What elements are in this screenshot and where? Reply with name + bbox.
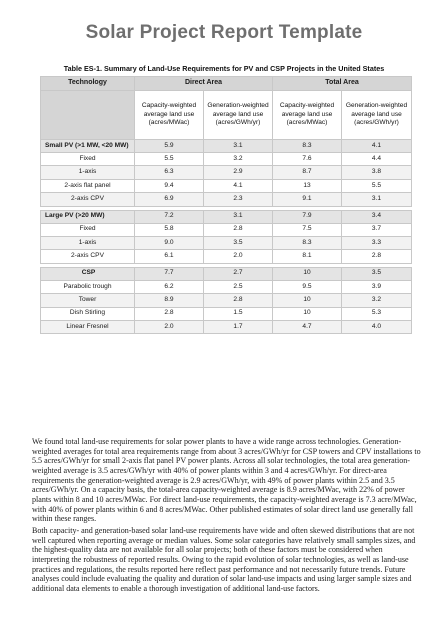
row-label: 2-axis CPV	[41, 250, 135, 263]
cell-value: 4.1	[342, 140, 412, 153]
table-caption: Table ES-1. Summary of Land-Use Requirements for PV and CSP Projects in the United States	[63, 64, 385, 73]
cell-value: 3.2	[204, 153, 273, 166]
cell-value: 5.8	[135, 223, 204, 236]
table-row	[41, 223, 412, 236]
cell-value: 6.2	[135, 280, 204, 293]
cell-value: 8.1	[273, 250, 342, 263]
cell-value: 4.0	[342, 320, 412, 333]
cell-value: 9.1	[273, 193, 342, 206]
table-row	[41, 193, 412, 206]
cell-value: 10	[273, 267, 342, 280]
table-row	[41, 320, 412, 333]
cell-value: 8.7	[273, 166, 342, 179]
header-direct-generation: Generation-weighted average land use (acres/GWh/yr)	[204, 91, 273, 140]
row-label: Dish Stirling	[41, 307, 135, 320]
cell-value: 7.7	[135, 267, 204, 280]
table-row	[41, 153, 412, 166]
body-paragraph: We found total land-use requirements for solar power plants to have a wide range across technologies. Generation-weighted averages for total area requirements range from about 3 acres/GWh/yr for CSP towers and CPV installations to 5.5 acres/GWh/yr for small 2-axis flat panel PV power plants. Across all solar technologies, the total area generation-weighted average is 3.5 acres/GWh/yr with 40% of power plants within 3 and 4 acres/GWh/yr. For direct-area requirements the generation-weighted average is 2.9 acres/GWh/yr, with 49% of power plants within 2.5 and 3.5 acres/GWh/yr. On a capacity basis, the total-area capacity-weighted average is 8.9 acres/MWac, with 22% of power plants within 8 and 10 acres/MWac. For direct land-use requirements, the capacity-weighted average is 7.3 acre/MWac, with 40% of power plants within 6 and 8 acres/MWac. Other published estimates of solar direct land use generally fall within these ranges.	[32, 437, 421, 524]
row-label: 2-axis flat panel	[41, 179, 135, 192]
cell-value: 3.4	[342, 210, 412, 223]
header-direct-area: Direct Area	[135, 77, 273, 91]
cell-value: 3.1	[342, 193, 412, 206]
cell-value: 2.8	[204, 223, 273, 236]
row-label: Fixed	[41, 223, 135, 236]
cell-value: 6.3	[135, 166, 204, 179]
body-paragraph: Both capacity- and generation-based solar land-use requirements have wide and often skewed distributions that are not well captured when reporting average or median values. Some solar categories have relatively small samples sizes, and the highest-quality data are not available for all solar projects; both of these factors must be considered when interpreting the robustness of reported results. Owing to the rapid evolution of solar technologies, as well as land-use practices and regulations, the results reported here reflect past performance and not necessarily future trends. Future analyses could include evaluating the quality and duration of solar land-use impacts and using larger sample sizes and additional data elements to enable a thorough investigation of additional land-use factors.	[32, 526, 416, 593]
cell-value: 13	[273, 179, 342, 192]
row-label: Linear Fresnel	[41, 320, 135, 333]
row-label: 1-axis	[41, 166, 135, 179]
cell-value: 4.4	[342, 153, 412, 166]
table-row	[41, 166, 412, 179]
cell-value: 4.7	[273, 320, 342, 333]
cell-value: 4.1	[204, 179, 273, 192]
cell-value: 2.3	[204, 193, 273, 206]
cell-value: 2.8	[204, 294, 273, 307]
table-row	[41, 140, 412, 153]
row-label: Parabolic trough	[41, 280, 135, 293]
header-direct-capacity: Capacity-weighted average land use (acres/MWac)	[135, 91, 204, 140]
cell-value: 7.6	[273, 153, 342, 166]
cell-value: 8.3	[273, 140, 342, 153]
table-row	[41, 280, 412, 293]
page-title: Solar Project Report Template	[85, 22, 363, 43]
table-row	[41, 307, 412, 320]
table-row	[41, 267, 412, 280]
cell-value: 8.9	[135, 294, 204, 307]
cell-value: 9.0	[135, 236, 204, 249]
cell-value: 7.2	[135, 210, 204, 223]
cell-value: 10	[273, 294, 342, 307]
cell-value: 3.8	[342, 166, 412, 179]
row-label: CSP	[41, 267, 135, 280]
cell-value: 2.5	[204, 280, 273, 293]
cell-value: 5.9	[135, 140, 204, 153]
cell-value: 2.7	[204, 267, 273, 280]
table-row	[41, 210, 412, 223]
cell-value: 2.8	[135, 307, 204, 320]
row-label: 2-axis CPV	[41, 193, 135, 206]
cell-value: 6.9	[135, 193, 204, 206]
header-total-area: Total Area	[273, 77, 412, 91]
cell-value: 6.1	[135, 250, 204, 263]
cell-value: 1.5	[204, 307, 273, 320]
cell-value: 9.4	[135, 179, 204, 192]
cell-value: 3.9	[342, 280, 412, 293]
header-technology-blank	[41, 91, 135, 140]
cell-value: 10	[273, 307, 342, 320]
cell-value: 5.3	[342, 307, 412, 320]
land-use-table	[40, 76, 412, 334]
cell-value: 3.7	[342, 223, 412, 236]
cell-value: 3.2	[342, 294, 412, 307]
cell-value: 3.1	[204, 210, 273, 223]
cell-value: 2.8	[342, 250, 412, 263]
cell-value: 1.7	[204, 320, 273, 333]
row-label: Fixed	[41, 153, 135, 166]
table-row	[41, 179, 412, 192]
cell-value: 5.5	[342, 179, 412, 192]
cell-value: 3.3	[342, 236, 412, 249]
table-row	[41, 250, 412, 263]
cell-value: 7.5	[273, 223, 342, 236]
cell-value: 9.5	[273, 280, 342, 293]
cell-value: 2.9	[204, 166, 273, 179]
row-label: 1-axis	[41, 236, 135, 249]
cell-value: 3.5	[204, 236, 273, 249]
cell-value: 3.5	[342, 267, 412, 280]
cell-value: 3.1	[204, 140, 273, 153]
row-label: Small PV (>1 MW, <20 MW)	[41, 140, 135, 153]
header-total-capacity: Capacity-weighted average land use (acres/MWac)	[273, 91, 342, 140]
row-label: Large PV (>20 MW)	[41, 210, 135, 223]
header-technology: Technology	[41, 77, 135, 91]
table-row	[41, 294, 412, 307]
cell-value: 2.0	[204, 250, 273, 263]
cell-value: 7.9	[273, 210, 342, 223]
cell-value: 5.5	[135, 153, 204, 166]
cell-value: 8.3	[273, 236, 342, 249]
table-row	[41, 236, 412, 249]
cell-value: 2.0	[135, 320, 204, 333]
header-total-generation: Generation-weighted average land use (acres/GWh/yr)	[342, 91, 412, 140]
row-label: Tower	[41, 294, 135, 307]
